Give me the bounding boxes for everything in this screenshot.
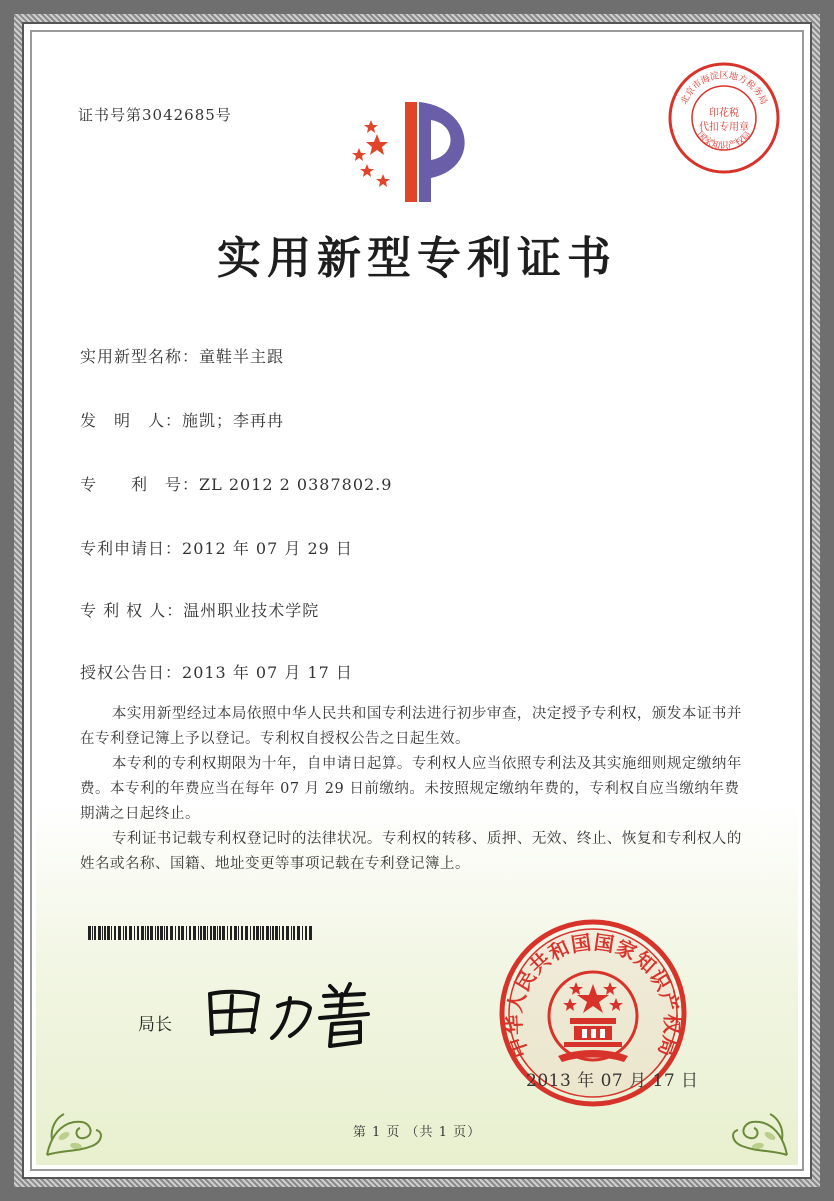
barcode-bar (256, 926, 259, 940)
field-value: ZL 2012 2 0387802.9 (199, 475, 393, 494)
barcode-bar (170, 926, 173, 940)
page-info: 第 1 页 （共 1 页） (352, 1125, 482, 1140)
corner-ornament-icon (722, 1080, 792, 1160)
barcode-bar (219, 926, 221, 940)
barcode-bar (210, 926, 212, 940)
field-patentee (80, 598, 319, 621)
field-value: 童鞋半主跟 (199, 347, 285, 366)
body-paragraph: 本专利的专利权期限为十年，自申请日起算。专利权人应当依照专利法及其实施细则规定缴纳年费。本专利的年费应当在每年 07 月 29 日前缴纳。未按照规定缴纳年费的，专利权自应当缴纳年费期满之日起终止。 (80, 756, 742, 822)
barcode-bar (134, 926, 135, 940)
barcode-bar (279, 926, 280, 940)
field-utility-model-name (80, 344, 284, 367)
field-value: 施凯；李再冉 (182, 411, 285, 430)
barcode-icon (88, 926, 314, 940)
director-signature (200, 972, 400, 1052)
barcode-bar (186, 926, 187, 940)
barcode-bar (150, 926, 153, 940)
small-seal-bottom-text: 国家知识产权局 (694, 130, 754, 152)
barcode-bar (203, 926, 206, 940)
barcode-bar (275, 926, 278, 940)
barcode-bar (181, 926, 184, 940)
barcode-bar (175, 926, 176, 940)
director-label: 局长 (138, 1015, 172, 1035)
barcode-bar (157, 926, 159, 940)
barcode-bar (286, 926, 289, 940)
field-patent-number (80, 472, 392, 495)
barcode-bar (102, 926, 103, 940)
field-label: 专 利 号： (80, 475, 200, 494)
small-seal-outer-text: 北京市海淀区地方税务局 (679, 71, 769, 107)
barcode-bar (189, 926, 191, 940)
barcode-bar (160, 926, 163, 940)
barcode-bar (291, 926, 292, 940)
barcode-bar (297, 926, 300, 940)
body-paragraph: 本实用新型经过本局依照中华人民共和国专利法进行初步审查，决定授予专利权，颁发本证书并在专利登记簿上予以登记。专利权自授权公告之日起生效。 (80, 706, 742, 747)
barcode-bar (309, 926, 312, 940)
field-value: 2013 年 07 月 17 日 (182, 663, 353, 682)
barcode-bar (104, 926, 106, 940)
barcode-bar (245, 926, 248, 940)
barcode-bar (94, 926, 96, 940)
barcode-bar (147, 926, 149, 940)
patent-office-emblem-icon (345, 98, 485, 208)
barcode-bar (213, 926, 216, 940)
barcode-bar (266, 926, 269, 940)
barcode-bar (125, 926, 127, 940)
barcode-bar (260, 926, 261, 940)
barcode-bar (145, 926, 146, 940)
barcode-bar (262, 926, 264, 940)
barcode-bar (155, 926, 156, 940)
barcode-bar (241, 926, 243, 940)
field-inventor (80, 408, 284, 431)
barcode-bar (107, 926, 110, 940)
seal-date: 2013 年 07 月 17 日 (526, 1071, 699, 1091)
barcode-bar (114, 926, 116, 940)
small-seal-inner-line1: 印花税 (709, 108, 739, 119)
barcode-bar (282, 926, 284, 940)
certificate-body (80, 702, 742, 877)
barcode-bar (198, 926, 199, 940)
barcode-bar (166, 926, 168, 940)
barcode-bar (141, 926, 144, 940)
barcode-bar (123, 926, 124, 940)
corner-ornament-icon (42, 1080, 112, 1160)
field-announcement-date (80, 660, 353, 683)
barcode-bar (250, 926, 251, 940)
barcode-bar (293, 926, 295, 940)
barcode-bar (238, 926, 239, 940)
barcode-bar (164, 926, 165, 940)
barcode-bar (207, 926, 208, 940)
barcode-bar (305, 926, 307, 940)
field-application-date (80, 536, 353, 559)
barcode-bar (111, 926, 112, 940)
barcode-bar (92, 926, 93, 940)
barcode-bar (230, 926, 232, 940)
big-seal-text: 中华人民共和国国家知识产权局 (501, 929, 685, 1061)
tax-stamp-seal (666, 60, 782, 176)
certificate-number: 证书号第3042685号 (78, 106, 232, 124)
field-label: 专利申请日： (80, 539, 183, 558)
certificate-title: 实用新型专利证书 (217, 233, 617, 284)
field-value: 2012 年 07 月 29 日 (182, 539, 353, 558)
small-seal-inner-line2: 代扣专用章 (699, 122, 749, 133)
barcode-bar (200, 926, 202, 940)
field-label: 授权公告日： (80, 663, 183, 682)
barcode-bar (217, 926, 218, 940)
barcode-bar (222, 926, 225, 940)
barcode-bar (253, 926, 255, 940)
field-label: 发 明 人： (80, 411, 183, 430)
barcode-bar (272, 926, 274, 940)
barcode-bar (302, 926, 303, 940)
barcode-bar (118, 926, 121, 940)
barcode-bar (178, 926, 180, 940)
field-label: 实用新型名称： (80, 347, 200, 366)
barcode-bar (137, 926, 139, 940)
barcode-bar (98, 926, 101, 940)
barcode-bar (227, 926, 228, 940)
barcode-bar (270, 926, 271, 940)
barcode-bar (129, 926, 132, 940)
barcode-bar (234, 926, 237, 940)
barcode-bar (88, 926, 91, 940)
field-value: 温州职业技术学院 (183, 601, 320, 620)
field-label: 专 利 权 人： (80, 601, 184, 620)
barcode-bar (193, 926, 196, 940)
body-paragraph: 专利证书记载专利权登记时的法律状况。专利权的转移、质押、无效、终止、恢复和专利权人的姓名或名称、国籍、地址变更等事项记载在专利登记簿上。 (80, 831, 742, 872)
